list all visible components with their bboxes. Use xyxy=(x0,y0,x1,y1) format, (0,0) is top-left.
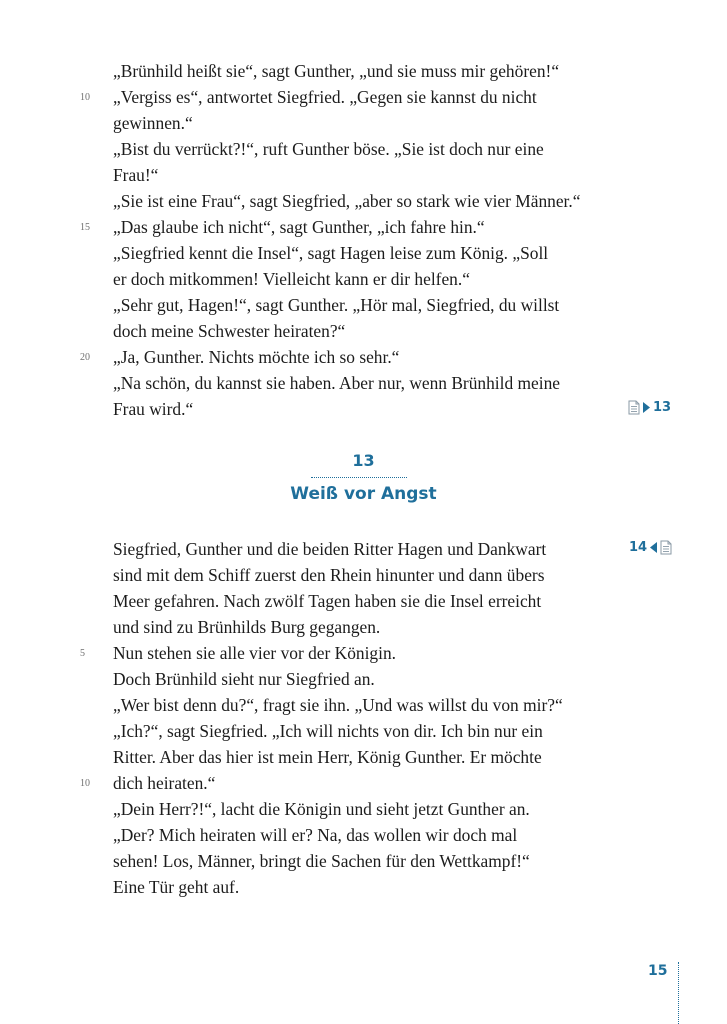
text-line: dich heiraten.“ xyxy=(113,773,216,793)
text-line: sind mit dem Schiff zuerst den Rhein hinunter und dann übers xyxy=(113,565,545,585)
text-line: „Sehr gut, Hagen!“, sagt Gunther. „Hör mal, Siegfried, du willst xyxy=(113,295,560,315)
text-line: „Wer bist denn du?“, fragt sie ihn. „Und was willst du von mir?“ xyxy=(113,695,563,715)
arrow-left-icon xyxy=(650,542,657,553)
text-line: Frau wird.“ xyxy=(113,399,194,419)
text-line: gewinnen.“ xyxy=(113,113,193,133)
text-line: Doch Brünhild sieht nur Siegfried an. xyxy=(113,669,375,689)
chapter-number: 13 xyxy=(352,451,375,470)
text-line: doch meine Schwester heiraten?“ xyxy=(113,321,346,341)
text-line: Eine Tür geht auf. xyxy=(113,877,240,897)
arrow-right-icon xyxy=(643,402,650,413)
text-line: Siegfried, Gunther und die beiden Ritter Hagen und Dankwart xyxy=(113,539,547,559)
page-edge-divider xyxy=(678,962,679,1024)
text-line: „Sie ist eine Frau“, sagt Siegfried, „aber so stark wie vier Männer.“ xyxy=(113,191,581,211)
text-line: „Na schön, du kannst sie haben. Aber nur, wenn Brünhild meine xyxy=(113,373,561,393)
text-line: Nun stehen sie alle vier vor der Königin. xyxy=(113,643,397,663)
text-line: er doch mitkommen! Vielleicht kann er dir helfen.“ xyxy=(113,269,470,289)
line-number: 10 xyxy=(80,778,90,789)
chapter-title: Weiß vor Angst xyxy=(290,484,437,504)
text-line: „Ich?“, sagt Siegfried. „Ich will nichts von dir. Ich bin nur ein xyxy=(113,721,543,741)
line-number: 20 xyxy=(80,352,90,363)
text-line: „Bist du verrückt?!“, ruft Gunther böse. „Sie ist doch nur eine xyxy=(113,139,544,159)
text-line: „Brünhild heißt sie“, sagt Gunther, „und sie muss mir gehören!“ xyxy=(113,61,560,81)
document-icon xyxy=(628,400,640,415)
chapter-divider xyxy=(311,477,407,478)
text-line: sehen! Los, Männer, bringt die Sachen für den Wettkampf!“ xyxy=(113,851,530,871)
text-line: „Vergiss es“, antwortet Siegfried. „Gegen sie kannst du nicht xyxy=(113,87,537,107)
text-line: „Dein Herr?!“, lacht die Königin und sieht jetzt Gunther an. xyxy=(113,799,530,819)
document-icon xyxy=(660,540,672,555)
page-number: 15 xyxy=(648,963,668,979)
text-line: „Siegfried kennt die Insel“, sagt Hagen leise zum König. „Soll xyxy=(113,243,549,263)
audio-track-number: 14 xyxy=(629,540,648,555)
audio-track-number: 13 xyxy=(653,400,672,415)
text-line: „Ja, Gunther. Nichts möchte ich so sehr.“ xyxy=(113,347,400,367)
text-line: Frau!“ xyxy=(113,165,159,185)
audio-track-current[interactable] xyxy=(629,540,672,555)
text-line: Ritter. Aber das hier ist mein Herr, König Gunther. Er möchte xyxy=(113,747,542,767)
audio-track-next[interactable] xyxy=(628,400,671,415)
text-line: „Das glaube ich nicht“, sagt Gunther, „ich fahre hin.“ xyxy=(113,217,485,237)
line-number: 10 xyxy=(80,92,90,103)
text-line: Meer gefahren. Nach zwölf Tagen haben sie die Insel erreicht xyxy=(113,591,542,611)
line-number: 15 xyxy=(80,222,90,233)
text-line: „Der? Mich heiraten will er? Na, das wollen wir doch mal xyxy=(113,825,518,845)
text-line: und sind zu Brünhilds Burg gegangen. xyxy=(113,617,381,637)
line-number: 5 xyxy=(80,648,85,659)
